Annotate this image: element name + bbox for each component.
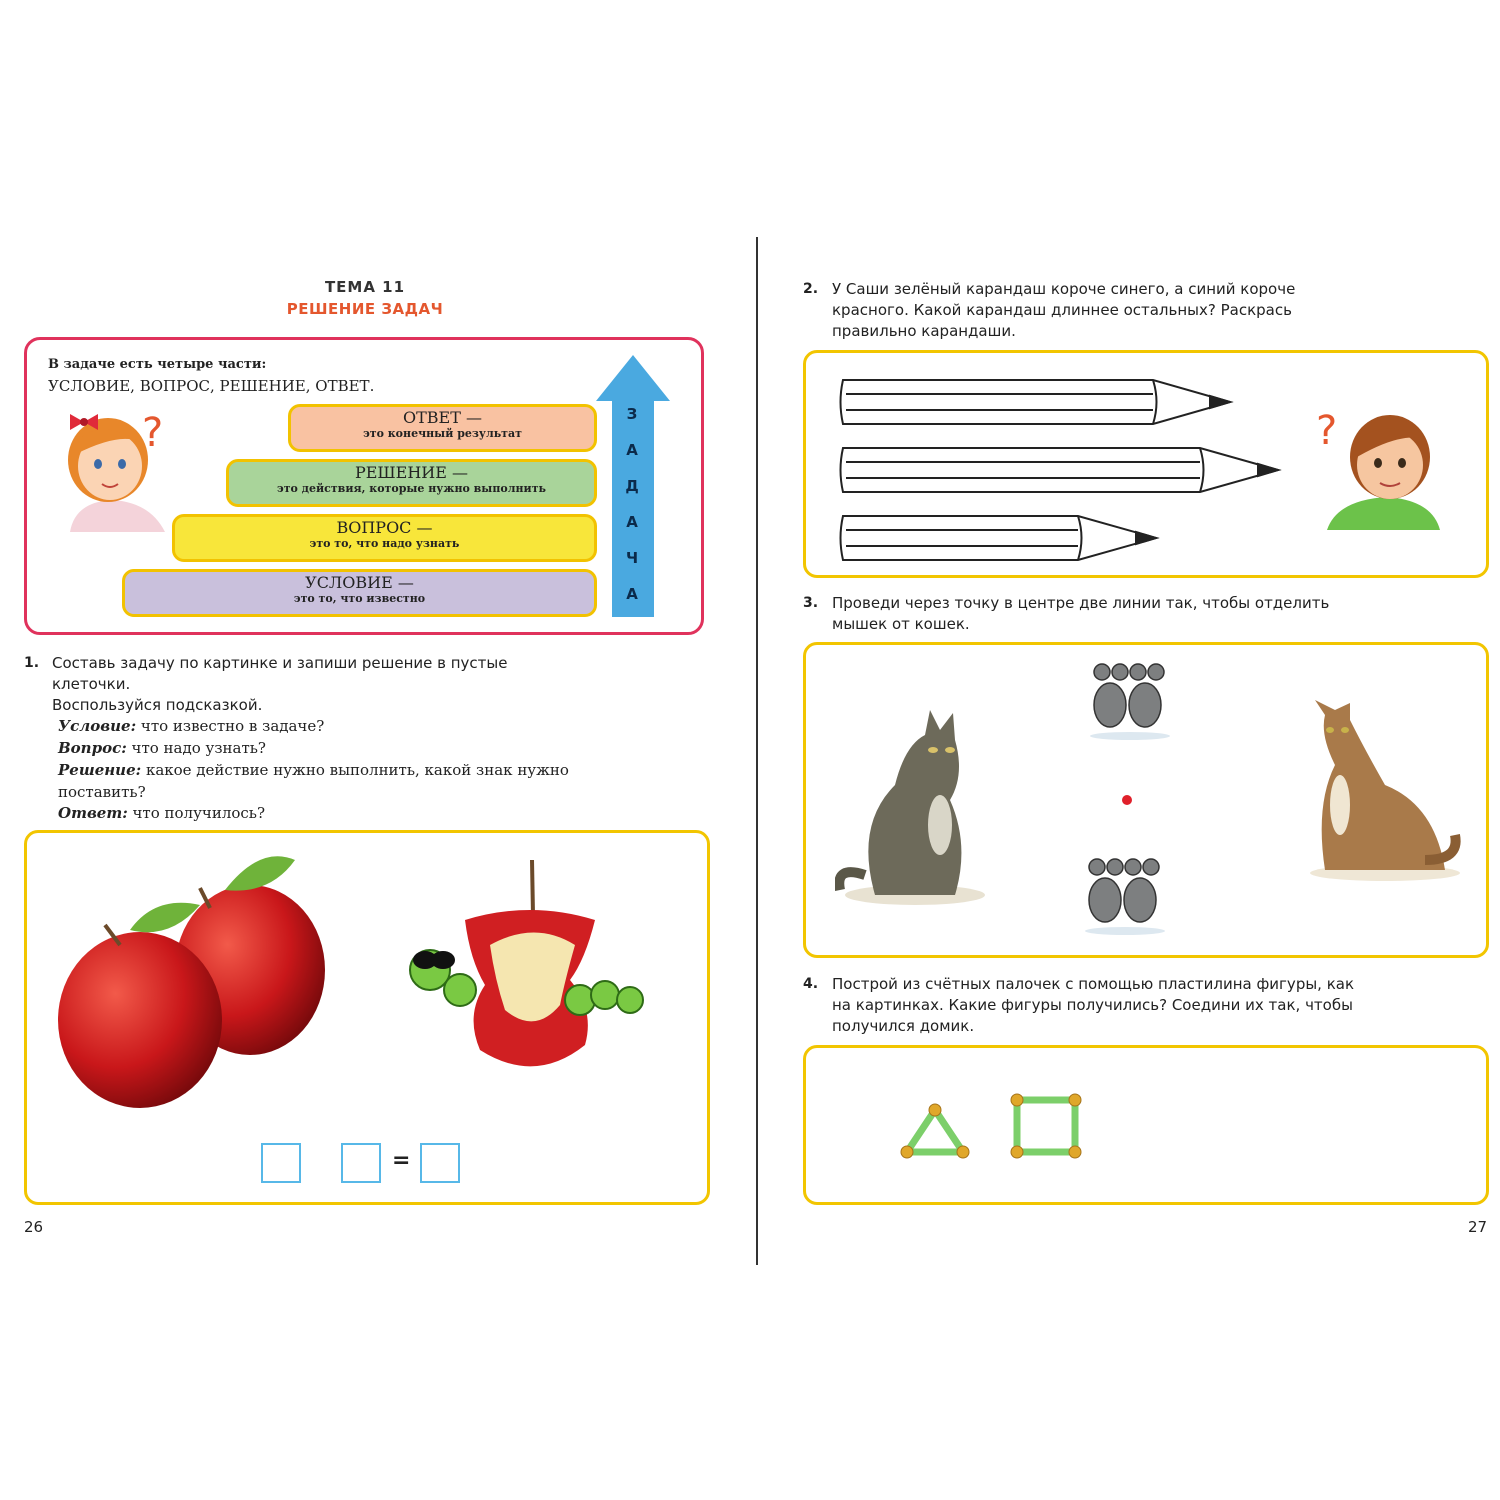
step-condition-title: УСЛОВИЕ — <box>305 573 414 592</box>
cat-right-image <box>1305 695 1465 885</box>
task4-number: 4. <box>803 976 819 992</box>
task3-line: мышек от кошек. <box>832 615 970 633</box>
arrow-letter: А <box>626 513 638 531</box>
task1-text-line1: Составь задачу по картинке и запиши решение в пустые <box>52 654 508 672</box>
step-question-title: ВОПРОС — <box>336 518 433 537</box>
cat-left-image <box>835 705 985 910</box>
task1-text-line3: Воспользуйся подсказкой. <box>52 696 263 714</box>
page-number-left: 26 <box>24 1218 44 1236</box>
task4-line: на картинках. Какие фигуры получились? Соедини их так, чтобы <box>832 996 1353 1014</box>
hint-text: поставить? <box>58 783 146 801</box>
task1-number: 1. <box>24 655 40 671</box>
hint-label: Условие: <box>58 717 137 735</box>
hint-text: что известно в задаче? <box>136 717 325 735</box>
center-dot[interactable] <box>1122 795 1132 805</box>
hint-label: Вопрос: <box>58 739 127 757</box>
pencil-middle <box>841 448 1279 492</box>
arrow-letter: А <box>626 441 638 459</box>
step-question <box>172 514 597 562</box>
hint-text: что получилось? <box>127 804 265 822</box>
topic-number: ТЕМА 11 <box>324 278 406 296</box>
arrow-letter: Д <box>625 477 639 495</box>
hint-answer <box>58 804 265 822</box>
arrow-letter: Ч <box>625 549 639 567</box>
pencil-bottom <box>841 516 1157 560</box>
arrow-letter: А <box>626 585 638 603</box>
equals-sign: = <box>392 1148 411 1173</box>
task2-line: красного. Какой карандаш длиннее остальных? Раскрась <box>832 301 1292 319</box>
mice-top-image <box>1080 660 1180 740</box>
task1-text-line2: клеточки. <box>52 675 131 693</box>
task2-number: 2. <box>803 281 819 297</box>
task3-line: Проведи через точку в центре две линии так, чтобы отделить <box>832 594 1330 612</box>
task2-line: У Саши зелёный карандаш короче синего, а синий короче <box>832 280 1296 298</box>
pencil-top <box>841 380 1231 424</box>
hint-question <box>58 739 266 757</box>
task3-number: 3. <box>803 595 819 611</box>
step-solution-title: РЕШЕНИЕ — <box>354 463 469 482</box>
step-condition-subtitle: это то, что известно <box>293 592 426 605</box>
arrow-letter: З <box>626 405 638 423</box>
topic-title: РЕШЕНИЕ ЗАДАЧ <box>286 300 444 318</box>
pencils-drawing <box>838 372 1288 562</box>
two-apples-image <box>50 850 330 1110</box>
question-mark-icon: ? <box>142 410 164 456</box>
eaten-apple-image <box>385 860 665 1080</box>
page-divider <box>756 237 758 1265</box>
question-mark-icon: ? <box>1316 408 1338 454</box>
square-figure <box>1017 1100 1075 1152</box>
mice-bottom-image <box>1075 855 1175 935</box>
task4-line: Построй из счётных палочек с помощью пластилина фигуры, как <box>832 975 1355 993</box>
hint-text: что надо узнать? <box>126 739 266 757</box>
boy-illustration <box>1322 405 1447 530</box>
stick-figures <box>895 1090 1095 1165</box>
step-condition <box>122 569 597 617</box>
hint-text: какое действие нужно выполнить, какой знак нужно <box>141 761 569 779</box>
step-answer <box>288 404 597 452</box>
step-solution <box>226 459 597 507</box>
step-question-subtitle: это то, что надо узнать <box>309 537 460 550</box>
task2-line: правильно карандаши. <box>832 322 1016 340</box>
hint-condition <box>58 717 324 735</box>
hint-solution-cont <box>58 783 146 801</box>
info-intro: В задаче есть четыре части: <box>48 357 267 372</box>
task4-line: получился домик. <box>832 1017 975 1035</box>
step-solution-subtitle: это действия, которые нужно выполнить <box>277 482 546 495</box>
hint-solution <box>58 761 569 779</box>
answer-box-1[interactable] <box>261 1143 301 1183</box>
info-parts: УСЛОВИЕ, ВОПРОС, РЕШЕНИЕ, ОТВЕТ. <box>48 377 375 395</box>
step-answer-title: ОТВЕТ — <box>403 408 482 427</box>
page-number-right: 27 <box>1468 1218 1488 1236</box>
step-answer-subtitle: это конечный результат <box>363 427 522 440</box>
hint-label: Ответ: <box>58 804 128 822</box>
answer-box-3[interactable] <box>420 1143 460 1183</box>
hint-label: Решение: <box>58 761 142 779</box>
answer-box-2[interactable] <box>341 1143 381 1183</box>
